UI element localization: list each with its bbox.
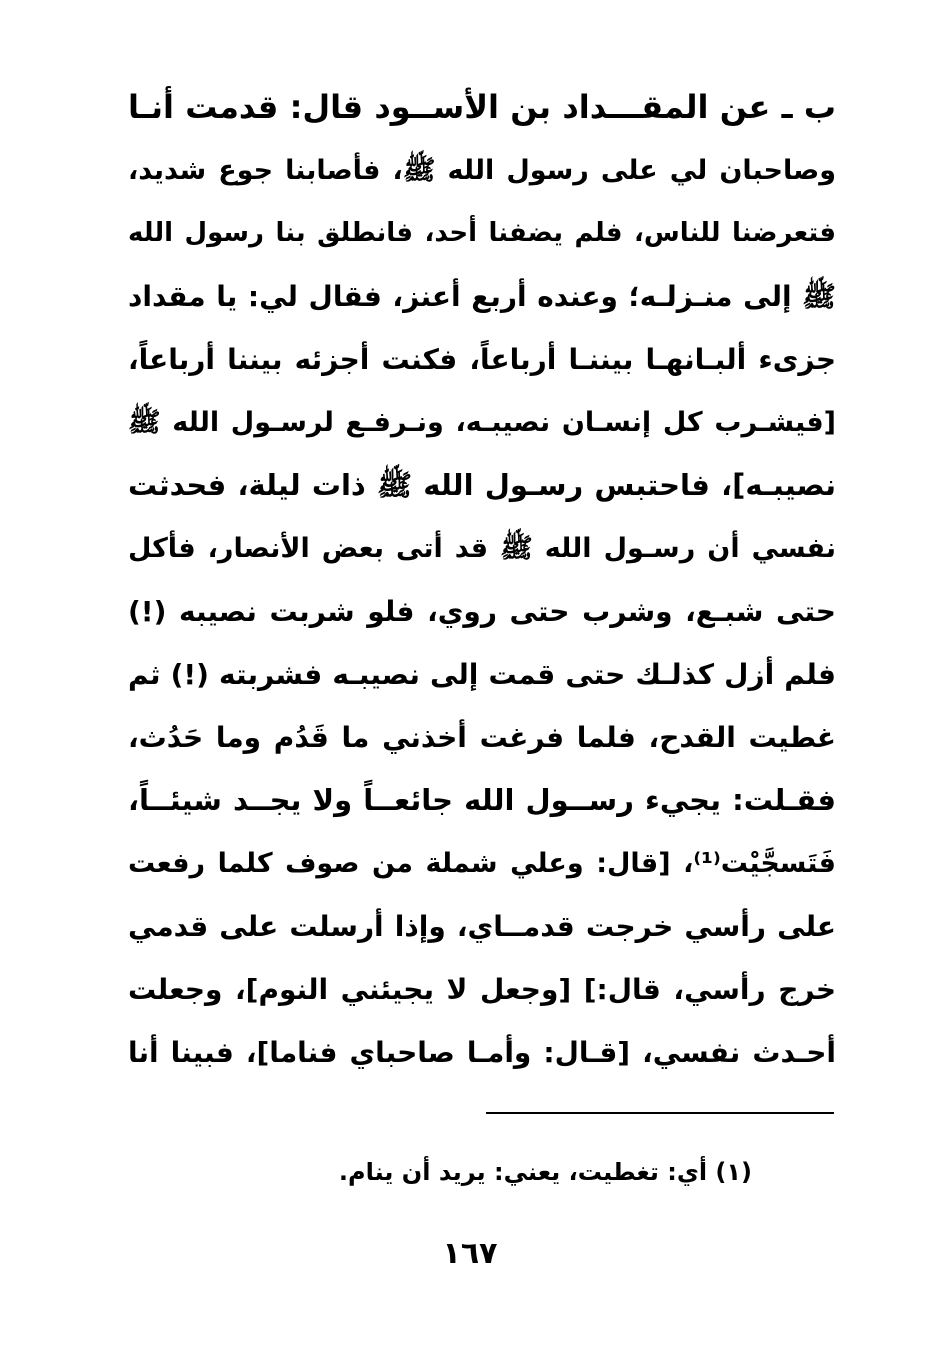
text-line: فلم أزل كذلـك حتى قمت إلى نصيبـه فشربته (!) ثم [128,658,836,691]
text-line: على رأسي خرجت قدمــاي، وإذا أرسلت على قدمي [128,910,836,943]
footnote: (١) أي: تغطيت، يعني: يريد أن ينام. [338,1158,752,1186]
main-text-block [128,76,836,1084]
text-line: نصيبـه]، فاحتبس رسـول الله ﷺ ذات ليلة، فحدثت [128,468,836,502]
text-line: غطيت القدح، فلما فرغت أخذني ما قَدُم وما حَدُث، [128,721,836,754]
text-line: فَتَسجَّيْت⁽¹⁾، [قال: وعلي شملة من صوف كلما رفعت [128,848,836,879]
text-line: فتعرضنا للناس، فلم يضفنا أحد، فانطلق بنا رسول الله [128,218,836,248]
text-line: أحـدث نفسي، [قـال: وأمـا صاحباي فناما]، فبينا أنا [128,1036,836,1069]
text-line: ﷺ إلى منـزلـه؛ وعنده أربع أعنز، فقال لي: يا مقداد [128,280,836,313]
text-line: وصاحبان لي على رسول الله ﷺ، فأصابنا جوع شديد، [128,155,836,186]
text-line: فقـلت: يجيء رســول الله جائعــاً ولا يجــد شيئــاً، [128,783,836,817]
text-line: جزىء ألبـانهـا بيننـا أرباعاً، فكنت أجزئه بيننا أرباعاً، [128,343,836,376]
text-line: خرج رأسي، قال:] [وجعل لا يجيئني النوم]، وجعلت [128,973,836,1006]
page-number: ١٦٧ [442,1236,498,1271]
text-line: [فيشـرب كل إنسـان نصيبـه، ونـرفـع لرسـول الله ﷺ [128,407,836,438]
text-line: نفسي أن رسـول الله ﷺ قد أتى بعض الأنصار، فأكل [128,533,836,564]
footnote-separator [486,1112,834,1114]
text-line: ب ـ عن المقـــداد بن الأســود قال: قدمت أنـا [128,88,836,126]
text-line: حتى شبـع، وشرب حتى روي، فلو شربت نصيبه (!) [128,595,836,628]
